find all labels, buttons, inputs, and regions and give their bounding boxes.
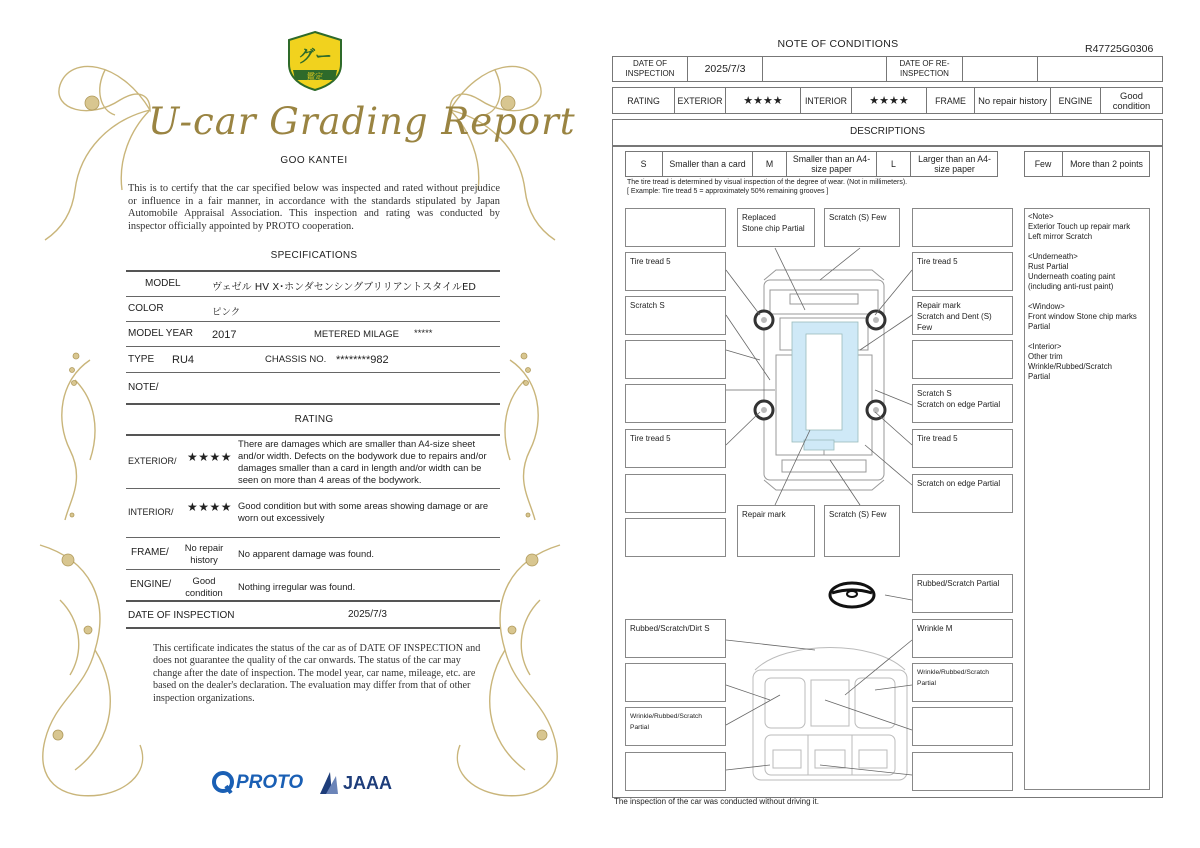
model-label: MODEL <box>145 278 181 289</box>
frame-value: No repair history <box>184 542 224 565</box>
cell-divider <box>762 56 763 82</box>
note-box-right-scratch: Scratch S Scratch on edge Partial <box>912 384 1013 423</box>
interior-description: Good condition but with some areas showing damage or are worn out excessively <box>238 500 489 523</box>
type-label: TYPE <box>128 354 155 365</box>
divider <box>126 488 500 489</box>
divider <box>126 600 500 602</box>
model-year-label: MODEL YEAR <box>128 328 194 339</box>
divider <box>612 145 1163 147</box>
exterior-description: There are damages which are smaller than A4-size sheet and/or width. Defects on the bodywork due to repairs and/or damages smaller than a card in length and/or width can be seen on more than 4 areas of the bodywork. <box>238 438 487 485</box>
note-box-top-mid2: Scratch (S) Few <box>824 208 900 247</box>
note-box-int-right1: Wrinkle M <box>912 619 1013 658</box>
exterior-stars: ★★★★ <box>743 93 783 107</box>
note-box-right-repair: Repair mark Scratch and Dent (S) Few <box>912 296 1013 335</box>
certificate-title: U-car Grading Report <box>148 100 576 143</box>
interior-label: INTERIOR <box>804 95 848 106</box>
legend-few-desc: More than 2 points <box>1070 159 1143 169</box>
frame-description: No apparent damage was found. <box>238 548 375 559</box>
specifications-heading: SPECIFICATIONS <box>270 250 358 261</box>
date-of-inspection-label: DATE OF INSPECTION <box>625 59 675 78</box>
inspection-footer-note: The inspection of the car was conducted without driving it. <box>614 797 819 806</box>
tire-example: [ Example: Tire tread 5 = approximately 50% remaining grooves ] <box>627 188 829 195</box>
engine-value: Good condition <box>185 575 223 598</box>
exterior-label: EXTERIOR <box>677 95 723 106</box>
certificate-footer: This certificate indicates the status of the car as of DATE OF INSPECTION and does not guarantee the quality of the car onwards. The status of the car may change after the date of inspection. The model year, car name, mileage, etc. are based on the dealer's declaration. The evaluation may differ from that of other inspection organizations. <box>153 643 481 704</box>
engine-label: ENGINE/ <box>130 579 172 590</box>
svg-text:グー: グー <box>298 47 332 67</box>
divider <box>126 296 500 297</box>
rating-label: RATING <box>627 95 660 106</box>
note-box-right-tire-front: Tire tread 5 <box>912 252 1013 291</box>
frame-value: No repair history <box>978 94 1047 106</box>
note-box-int-left1: Rubbed/Scratch/Dirt S <box>625 619 726 658</box>
note-box-top-mid1: Replaced Stone chip Partial <box>737 208 815 247</box>
note-box-left-scratch: Scratch S <box>625 296 726 335</box>
report-id: R47725G0306 <box>1085 43 1154 55</box>
divider <box>126 434 500 436</box>
note-box-left-tire-rear: Tire tread 5 <box>625 429 726 468</box>
note-label: NOTE/ <box>128 382 159 393</box>
color-value: ピンク <box>212 307 241 318</box>
notes-panel: <Note> Exterior Touch up repair mark Left mirror Scratch <Underneath> Rust Partial Underneath coating paint (including anti-rust paint) <Window> Front window Stone chip marks Partial <Interior> Other trim Wrinkle/Rubbed/Scratch Partial <box>1024 208 1150 790</box>
divider <box>126 321 500 322</box>
svg-text:鑑定: 鑑定 <box>307 72 323 81</box>
exterior-stars: ★★★★ <box>187 450 233 464</box>
chassis-label: CHASSIS NO. <box>265 354 327 365</box>
goo-kantei-badge-icon <box>285 30 345 92</box>
legend-s: S <box>640 159 647 169</box>
report-title: NOTE OF CONDITIONS <box>777 38 899 50</box>
engine-value: Good condition <box>1112 89 1151 111</box>
divider <box>126 403 500 405</box>
note-box-left-tire-front: Tire tread 5 <box>625 252 726 291</box>
note-box-bottom-mid2: Scratch (S) Few <box>824 505 900 557</box>
note-box-right-tire-rear: Tire tread 5 <box>912 429 1013 468</box>
divider <box>126 346 500 347</box>
note-box-right-edge: Scratch on edge Partial <box>912 474 1013 513</box>
date-of-inspection-value: 2025/7/3 <box>704 63 746 75</box>
date-of-reinspection-label: DATE OF RE-INSPECTION <box>899 59 950 78</box>
divider <box>126 627 500 629</box>
tire-note: The tire tread is determined by visual inspection of the degree of wear. (Not in millimeters). <box>627 179 908 186</box>
frame-label: FRAME/ <box>131 547 169 558</box>
proto-logo-icon <box>212 771 234 795</box>
legend-few: Few <box>1034 159 1052 169</box>
legend-l: L <box>891 159 896 169</box>
chassis-value: ********982 <box>336 354 389 366</box>
milage-label: METERED MILAGE <box>314 329 399 340</box>
legend-m-desc: Smaller than an A4-size paper <box>792 154 871 174</box>
divider <box>126 537 500 538</box>
engine-label: ENGINE <box>1058 95 1093 106</box>
date-label: DATE OF INSPECTION <box>128 610 235 621</box>
descriptions-heading: DESCRIPTIONS <box>849 126 925 137</box>
rating-heading: RATING <box>294 414 334 425</box>
legend-m: M <box>765 159 774 169</box>
date-value: 2025/7/3 <box>348 609 387 620</box>
proto-logo: PROTO <box>236 772 304 793</box>
legend-s-desc: Smaller than a card <box>669 159 746 169</box>
divider <box>126 372 500 373</box>
exterior-label: EXTERIOR/ <box>128 456 177 466</box>
jaaa-logo: JAAA <box>343 773 393 793</box>
note-box-int-left3: Wrinkle/Rubbed/Scratch Partial <box>625 707 726 746</box>
leader-lines <box>620 200 1020 800</box>
engine-description: Nothing irregular was found. <box>238 581 356 592</box>
note-box-steering: Rubbed/Scratch Partial <box>912 574 1013 613</box>
cell-divider <box>1037 56 1038 82</box>
certificate-intro: This is to certify that the car specified below was inspected and rated without prejudice or influence in a fair manner, in accordance with the standards stipulated by Japan Automobile Appraisal Association. This inspection and rating was conducted by inspector officially appointed by PROTO cooperation. <box>128 183 500 232</box>
model-year-value: 2017 <box>212 329 237 341</box>
interior-stars: ★★★★ <box>187 500 233 514</box>
model-value: ヴェゼル HV X･ホンダセンシングブリリアントスタイルED <box>212 282 476 293</box>
jaaa-logo-icon <box>318 770 340 796</box>
interior-stars: ★★★★ <box>869 93 909 107</box>
divider <box>126 270 500 272</box>
note-box-int-right2: Wrinkle/Rubbed/Scratch Partial <box>912 663 1013 702</box>
frame-label: FRAME <box>935 95 966 106</box>
type-value: RU4 <box>172 354 195 366</box>
note-box-bottom-mid1: Repair mark <box>737 505 815 557</box>
divider <box>126 569 500 570</box>
milage-value: ***** <box>414 328 433 339</box>
legend-l-desc: Larger than an A4-size paper <box>918 154 991 174</box>
color-label: COLOR <box>128 303 164 314</box>
certificate-subtitle: GOO KANTEI <box>280 155 348 166</box>
interior-label: INTERIOR/ <box>128 507 174 517</box>
cell-divider <box>962 56 963 82</box>
